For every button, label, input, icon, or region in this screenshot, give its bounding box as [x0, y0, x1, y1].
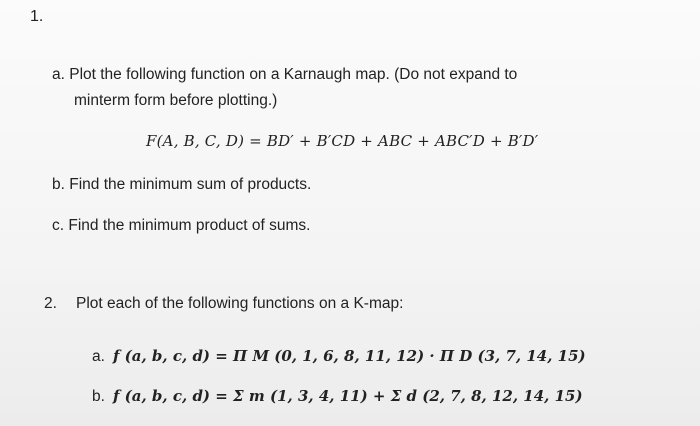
problem-2b-equation: f (a, b, c, d) = Σ m (1, 3, 4, 11) + Σ d (2, 7, 8, 12, 14, 15)	[113, 387, 583, 405]
problem-1c-text: c. Find the minimum product of sums.	[52, 217, 311, 234]
problem-1-number: 1.	[30, 8, 44, 25]
problem-1-equation: F(A, B, C, D) = BD′ + B′CD + ABC + ABC′D + B′D′	[146, 132, 539, 150]
problem-1b-text: b. Find the minimum sum of products.	[52, 176, 312, 193]
problem-1a-text-line1: a. Plot the following function on a Karnaugh map. (Do not expand to	[52, 66, 518, 83]
problem-2a-equation: f (a, b, c, d) = Π M (0, 1, 6, 8, 11, 12) · Π D (3, 7, 14, 15)	[113, 347, 586, 365]
problem-2a-label: a.	[92, 348, 105, 365]
problem-2-number: 2.	[44, 295, 57, 312]
problem-2b-label: b.	[92, 388, 105, 405]
problem-2-intro: Plot each of the following functions on a K-map:	[76, 295, 404, 312]
problem-1a-text-line2: minterm form before plotting.)	[74, 92, 278, 109]
